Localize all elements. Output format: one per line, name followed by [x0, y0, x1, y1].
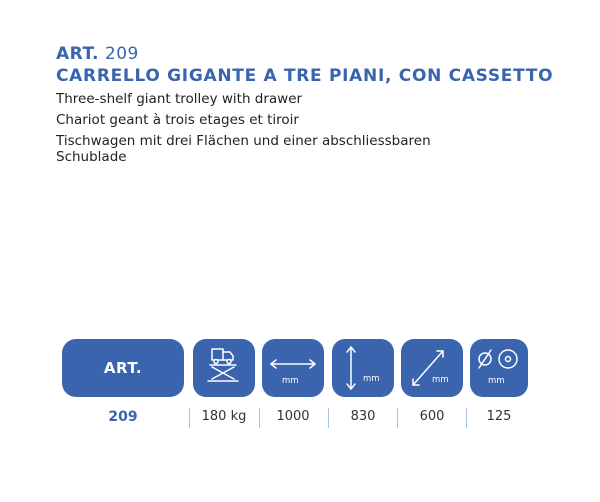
- load-capacity-tile: [193, 339, 255, 397]
- description-german: [56, 133, 576, 165]
- width-unit: mm: [282, 376, 299, 386]
- depth-tile: [401, 339, 463, 397]
- value-separator: [328, 408, 329, 428]
- height-unit: mm: [363, 374, 380, 384]
- load-value: 180 kg: [201, 409, 247, 424]
- value-separator: [397, 408, 398, 428]
- description-german-line-2: Schublade: [56, 149, 127, 165]
- depth-unit: mm: [432, 375, 449, 385]
- article-number-line: [56, 44, 576, 64]
- article-tile: [62, 339, 184, 397]
- article-value: 209: [108, 409, 138, 425]
- wheel-diameter-tile: [470, 339, 528, 397]
- value-separator: [189, 408, 190, 428]
- product-title: CARRELLO GIGANTE A TRE PIANI, CON CASSETTO: [56, 66, 554, 86]
- height-tile: [332, 339, 394, 397]
- description-french: Chariot geant à trois etages et tiroir: [56, 112, 299, 128]
- horizontal-arrow-icon: [262, 339, 324, 397]
- value-separator: [259, 408, 260, 428]
- wheel-diameter-icon: [470, 339, 528, 397]
- depth-value: 600: [419, 409, 445, 424]
- description-german-line-1: Tischwagen mit drei Flächen und einer abschliessbaren: [56, 133, 431, 149]
- article-label: ART.: [56, 44, 99, 64]
- article-number: 209: [104, 44, 139, 64]
- description-english: Three-shelf giant trolley with drawer: [56, 91, 303, 107]
- wheel-unit: mm: [488, 376, 505, 386]
- width-value: 1000: [276, 409, 310, 424]
- diagonal-arrow-icon: [401, 339, 463, 397]
- product-header: [56, 44, 576, 165]
- width-tile: [262, 339, 324, 397]
- lift-truck-icon: [193, 339, 255, 397]
- height-value: 830: [350, 409, 376, 424]
- value-separator: [466, 408, 467, 428]
- article-tile-label: ART.: [103, 359, 143, 377]
- wheel-value: 125: [486, 409, 512, 424]
- vertical-arrow-icon: [332, 339, 394, 397]
